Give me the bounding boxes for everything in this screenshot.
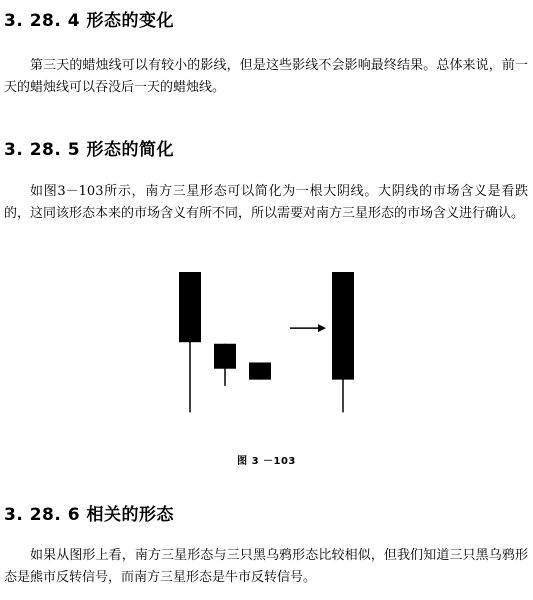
section-heading-3-28-5: 3. 28. 5 形态的简化 (4, 140, 174, 160)
paragraph-3-28-6: 如果从图形上看，南方三星形态与三只黑乌鸦形态比较相似，但我们知道三只黑乌鸦形态是熊市反转信号，而南方三星形态是牛市反转信号。 (4, 548, 528, 585)
candle-body (249, 362, 271, 379)
candlestick-figure (150, 262, 380, 438)
candle-body (332, 272, 354, 380)
paragraph-3-28-4: 第三天的蜡烛线可以有较小的影线，但是这些影线不会影响最终结果。总体来说，前一天的蜡烛线可以吞没后一天的蜡烛线。 (4, 58, 528, 95)
section-heading-3-28-6: 3. 28. 6 相关的形态 (4, 505, 174, 525)
section-heading-3-28-4: 3. 28. 4 形态的变化 (4, 11, 174, 31)
figure-caption: 图 3 －103 (237, 456, 296, 467)
arrow-head-icon (318, 324, 326, 332)
paragraph-3-28-5: 如图3－103所示，南方三星形态可以简化为一根大阴线。大阴线的市场含义是看跌的，这同该形态本来的市场含义有所不同，所以需要对南方三星形态的市场含义进行确认。 (4, 184, 528, 221)
candle-body (214, 344, 236, 369)
candle-body (179, 272, 201, 342)
